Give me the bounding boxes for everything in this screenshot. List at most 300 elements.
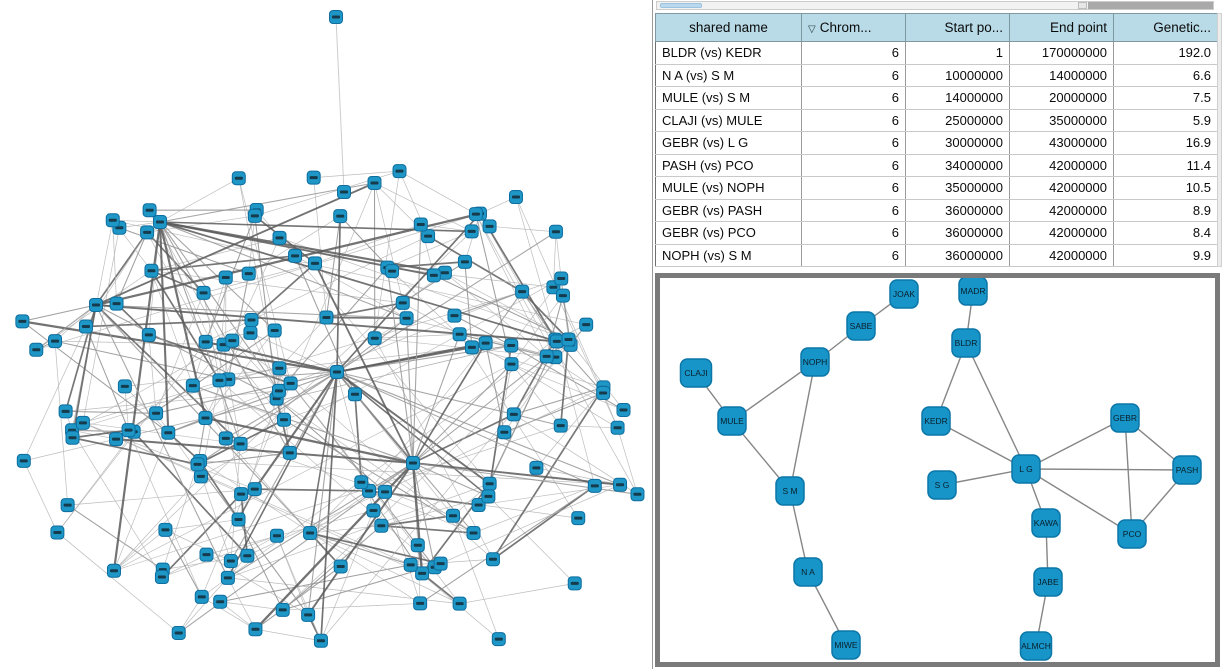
network-edge-LG-GEBR[interactable] [1026,418,1125,469]
column-header-genetic---[interactable] [1114,14,1218,42]
network-node[interactable] [162,426,175,439]
network-node[interactable] [572,512,585,525]
network-node[interactable] [49,335,62,348]
network-node[interactable] [232,172,245,185]
node-label: MIWE [834,640,858,650]
node-label-smudge [599,392,607,395]
node-label-smudge [484,495,492,498]
network-node[interactable] [368,332,381,345]
network-node[interactable] [106,214,119,227]
network-node[interactable] [61,499,74,512]
node-label-smudge [251,488,259,491]
scrollbar-segment-box[interactable] [1078,2,1087,9]
network-node-JABE[interactable] [1034,568,1062,596]
network-node[interactable] [16,315,29,328]
network-node[interactable] [465,225,478,238]
node-label-smudge [251,628,259,631]
network-edge[interactable] [55,341,68,505]
node-label-smudge [332,16,340,19]
node-label-smudge [147,269,155,272]
node-label-smudge [279,608,287,611]
network-edge-GEBR-PCO[interactable] [1125,418,1132,534]
network-node[interactable] [411,539,424,552]
network-node[interactable] [588,479,601,492]
network-node[interactable] [289,249,302,262]
network-node-LG[interactable] [1012,455,1040,483]
network-node-PCO[interactable] [1118,520,1146,548]
node-label-smudge [619,408,627,411]
column-header-end-point[interactable] [1010,14,1114,42]
network-node[interactable] [268,324,281,337]
network-edge[interactable] [160,222,241,444]
node-label-smudge [495,638,503,641]
network-edge[interactable] [277,536,321,641]
network-node[interactable] [393,165,406,178]
network-node[interactable] [110,297,123,310]
network-node[interactable] [145,264,158,277]
network-node-ALMCH[interactable] [1021,632,1052,660]
network-node[interactable] [348,388,361,401]
subnetwork-panel[interactable] [655,273,1220,667]
network-node-GEBR[interactable] [1111,404,1139,432]
network-node[interactable] [234,437,247,450]
node-label-smudge [381,490,389,493]
network-node[interactable] [549,225,562,238]
network-node[interactable] [143,204,156,217]
node-label-smudge [237,442,245,445]
table-row[interactable] [656,87,1218,110]
node-label-smudge [32,348,40,351]
table-cell: 30000000 [906,132,1010,155]
column-header-start-po---[interactable] [906,14,1010,42]
table-row[interactable] [656,42,1218,65]
network-node-PASH[interactable] [1173,456,1201,484]
table-cell: 42000000 [1010,154,1114,177]
node-label: NOPH [802,357,828,367]
network-node[interactable] [221,571,234,584]
table-cell: MULE (vs) S M [656,87,802,110]
node-label-smudge [275,389,283,392]
node-label: PASH [1175,465,1199,475]
network-edge[interactable] [413,364,511,463]
network-node[interactable] [562,333,575,346]
table-cell: BLDR (vs) KEDR [656,42,802,65]
node-label-smudge [456,602,464,605]
table-cell: 6.6 [1114,64,1218,87]
node-label-smudge [306,532,314,535]
network-node[interactable] [304,527,317,540]
network-node[interactable] [270,529,283,542]
network-node[interactable] [580,318,593,331]
network-node[interactable] [483,477,496,490]
network-node[interactable] [249,623,262,636]
table-cell: 6 [802,64,906,87]
network-node[interactable] [407,457,420,470]
network-edge[interactable] [55,341,224,345]
network-node[interactable] [314,634,327,647]
network-node[interactable] [17,454,30,467]
node-label-smudge [461,260,469,263]
network-edge[interactable] [375,171,400,338]
scrollbar-thumb[interactable] [660,3,702,8]
network-edge[interactable] [24,461,58,533]
network-edge[interactable] [255,566,340,629]
node-label-smudge [20,459,28,462]
network-edge[interactable] [490,226,556,231]
node-label-smudge [365,489,373,492]
node-label-smudge [507,363,515,366]
node-label-smudge [202,553,210,556]
network-node[interactable] [617,403,630,416]
network-node[interactable] [199,335,212,348]
network-node[interactable] [414,597,427,610]
node-label-smudge [482,342,490,345]
network-node[interactable] [277,413,290,426]
network-node[interactable] [556,289,569,302]
node-label: JABE [1037,577,1059,587]
network-edge[interactable] [315,225,421,264]
network-node[interactable] [434,557,447,570]
network-node[interactable] [219,432,232,445]
network-node[interactable] [272,384,285,397]
network-node[interactable] [141,226,154,239]
network-node[interactable] [427,269,440,282]
network-node[interactable] [226,334,239,347]
node-label-smudge [470,531,478,534]
node-label: CLAJI [684,368,708,378]
network-node[interactable] [479,337,492,350]
table-cell: 8.9 [1114,199,1218,222]
node-label-smudge [276,236,284,239]
network-node[interactable] [308,257,321,270]
table-row[interactable] [656,64,1218,87]
network-node[interactable] [51,526,64,539]
network-node[interactable] [90,299,103,312]
network-node[interactable] [302,608,315,621]
table-cell: NOPH (vs) S M [656,244,802,267]
network-edge-NOPH-SM[interactable] [790,362,815,491]
network-edge[interactable] [239,178,291,383]
network-node[interactable] [150,407,163,420]
network-edge[interactable] [516,197,557,341]
network-node[interactable] [368,177,381,190]
network-node[interactable] [355,476,368,489]
network-node[interactable] [245,313,258,326]
node-label-smudge [543,355,551,358]
table-row[interactable] [656,222,1218,245]
table-row[interactable] [656,199,1218,222]
network-node[interactable] [554,419,567,432]
table-cell: 36000000 [906,244,1010,267]
table-row[interactable] [656,244,1218,267]
table-cell: 36000000 [906,222,1010,245]
network-node[interactable] [498,426,511,439]
edge-attribute-table [655,13,1218,267]
table-cell: 6 [802,177,906,200]
network-node-JOAK[interactable] [890,280,918,308]
network-edge[interactable] [116,439,413,463]
network-node[interactable] [507,408,520,421]
column-header-shared-name[interactable] [656,14,802,42]
scrollbar-segment-right[interactable] [1088,2,1213,9]
table-row[interactable] [656,132,1218,155]
network-node[interactable] [118,380,131,393]
table-cell: 6 [802,199,906,222]
node-label-smudge [614,426,622,429]
network-edge[interactable] [336,17,344,192]
column-header-label: Start po... [944,20,1003,35]
network-node-KAWA[interactable] [1032,509,1060,537]
table-vertical-scrollbar[interactable] [1217,13,1222,267]
network-node[interactable] [505,358,518,371]
network-node[interactable] [404,558,417,571]
column-header-chrom---[interactable] [802,14,906,42]
node-label-smudge [286,451,294,454]
node-label: MADR [960,286,986,296]
network-node[interactable] [283,446,296,459]
network-edge[interactable] [314,171,400,177]
network-node-SABE[interactable] [847,312,875,340]
network-node[interactable] [505,339,518,352]
table-cell: 25000000 [906,109,1010,132]
network-node[interactable] [550,335,563,348]
network-node-SG[interactable] [928,471,956,499]
node-label-smudge [456,333,464,336]
network-node[interactable] [483,220,496,233]
subnetwork-canvas[interactable] [660,278,1213,662]
node-label-smudge [275,367,283,370]
network-node[interactable] [334,560,347,573]
network-node[interactable] [248,483,261,496]
node-label-smudge [291,254,299,257]
network-node-NOPH[interactable] [801,348,829,376]
network-node-MULE[interactable] [718,407,746,435]
network-node[interactable] [79,320,92,333]
table-row[interactable] [656,154,1218,177]
network-node[interactable] [214,595,227,608]
network-node[interactable] [448,309,461,322]
network-node[interactable] [197,286,210,299]
node-label-smudge [489,558,497,561]
network-node[interactable] [467,526,480,539]
node-label-smudge [79,421,87,424]
network-node[interactable] [386,265,399,278]
node-label-smudge [371,182,379,185]
network-node[interactable] [213,374,226,387]
table-row[interactable] [656,109,1218,132]
network-node[interactable] [597,387,610,400]
network-node[interactable] [414,218,427,231]
network-node[interactable] [540,350,553,363]
network-edge[interactable] [96,183,375,305]
node-label: L G [1019,464,1033,474]
network-node[interactable] [232,513,245,526]
network-node[interactable] [248,209,261,222]
network-node[interactable] [242,267,255,280]
network-node[interactable] [284,377,297,390]
node-label-smudge [414,544,422,547]
node-label-smudge [472,213,480,216]
node-label-smudge [311,262,319,265]
network-node[interactable] [509,191,522,204]
node-label-smudge [616,483,624,486]
node-label-smudge [216,600,224,603]
network-node[interactable] [379,485,392,498]
network-edge[interactable] [460,583,575,603]
right-pane [652,0,1222,669]
node-label-smudge [532,466,540,469]
network-edge[interactable] [162,536,277,577]
network-node[interactable] [273,231,286,244]
node-label: BLDR [954,338,978,348]
node-label-smudge [507,344,515,347]
table-cell: GEBR (vs) PASH [656,199,802,222]
network-node[interactable] [447,509,460,522]
node-label: KEDR [924,416,948,426]
network-node[interactable] [396,296,409,309]
column-header-label: Genetic... [1153,20,1211,35]
network-node[interactable] [241,549,254,562]
network-node[interactable] [568,577,581,590]
column-header-label: shared name [689,20,768,35]
network-node[interactable] [200,548,213,561]
network-node[interactable] [469,208,482,221]
network-node-MIWE[interactable] [832,631,860,659]
node-label: ALMCH [1021,641,1051,651]
node-label: KAWA [1033,518,1059,528]
node-label-smudge [475,504,483,507]
network-node[interactable] [330,11,343,24]
network-node[interactable] [66,431,79,444]
network-node[interactable] [30,343,43,356]
network-node[interactable] [195,590,208,603]
filter-icon[interactable]: ▽ [808,24,816,35]
node-label-smudge [64,504,72,507]
node-label-smudge [564,338,572,341]
table-horizontal-scrollbar[interactable] [656,1,1214,10]
network-node-KEDR[interactable] [922,407,950,435]
node-label: GEBR [1112,413,1138,423]
node-label-smudge [510,413,518,416]
network-edge[interactable] [314,178,327,318]
network-node[interactable] [235,488,248,501]
network-node[interactable] [492,633,505,646]
node-label-smudge [559,294,567,297]
network-node-SM[interactable] [776,477,804,505]
network-edge[interactable] [561,426,618,428]
network-node[interactable] [465,341,478,354]
network-node[interactable] [155,571,168,584]
network-node[interactable] [159,523,172,536]
network-edge[interactable] [165,530,230,561]
network-node[interactable] [194,470,207,483]
network-node[interactable] [191,458,204,471]
network-edge[interactable] [160,222,290,453]
network-edge[interactable] [441,485,620,564]
network-node[interactable] [338,186,351,199]
network-node[interactable] [367,504,380,517]
network-node-MADR[interactable] [959,278,987,305]
network-node[interactable] [59,405,72,418]
network-node[interactable] [142,328,155,341]
node-label-smudge [357,481,365,484]
network-node[interactable] [555,272,568,285]
network-edge[interactable] [255,629,321,640]
network-node-BLDR[interactable] [952,329,980,357]
network-node[interactable] [453,597,466,610]
network-node[interactable] [611,421,624,434]
node-label: JOAK [892,289,916,299]
network-edge[interactable] [400,171,476,214]
network-node[interactable] [172,626,185,639]
node-label-smudge [113,302,121,305]
table-cell: GEBR (vs) L G [656,132,802,155]
network-node[interactable] [244,326,257,339]
network-node-CLAJI[interactable] [681,359,712,387]
node-label-smudge [304,613,312,616]
network-node[interactable] [307,171,320,184]
network-node[interactable] [224,555,237,568]
network-node[interactable] [110,433,123,446]
network-node-NA[interactable] [794,558,822,586]
network-node[interactable] [76,416,89,429]
network-edge[interactable] [22,321,337,372]
network-node[interactable] [273,362,286,375]
network-node[interactable] [614,478,627,491]
network-node[interactable] [422,230,435,243]
network-node[interactable] [334,210,347,223]
node-label-smudge [248,318,256,321]
node-label-smudge [337,565,345,568]
network-node[interactable] [400,312,413,325]
node-label-smudge [633,493,641,496]
network-edge[interactable] [116,345,511,439]
table-cell: 35000000 [1010,109,1114,132]
network-edge[interactable] [134,432,248,556]
network-node[interactable] [320,311,333,324]
node-label-smudge [201,417,209,420]
network-node[interactable] [154,216,167,229]
node-label-smudge [486,225,494,228]
node-label-smudge [145,333,153,336]
network-node[interactable] [516,285,529,298]
network-edge[interactable] [202,597,256,629]
network-node[interactable] [199,412,212,425]
network-node[interactable] [631,488,644,501]
table-cell: 6 [802,132,906,155]
network-edge[interactable] [403,262,465,303]
network-node[interactable] [530,461,543,474]
node-label-smudge [340,191,348,194]
network-node[interactable] [122,424,135,437]
table-row[interactable] [656,177,1218,200]
network-edge-BLDR-LG[interactable] [966,343,1026,469]
network-node[interactable] [458,255,471,268]
network-node[interactable] [107,564,120,577]
network-node[interactable] [186,379,199,392]
network-node[interactable] [375,519,388,532]
network-node[interactable] [276,603,289,616]
network-edge[interactable] [160,178,239,222]
network-node[interactable] [486,553,499,566]
node-label-smudge [110,569,118,572]
table-cell: 6 [802,244,906,267]
network-node[interactable] [482,490,495,503]
network-node[interactable] [331,366,344,379]
network-node[interactable] [219,271,232,284]
network-node[interactable] [453,328,466,341]
network-edge-LG-PASH[interactable] [1026,469,1187,470]
